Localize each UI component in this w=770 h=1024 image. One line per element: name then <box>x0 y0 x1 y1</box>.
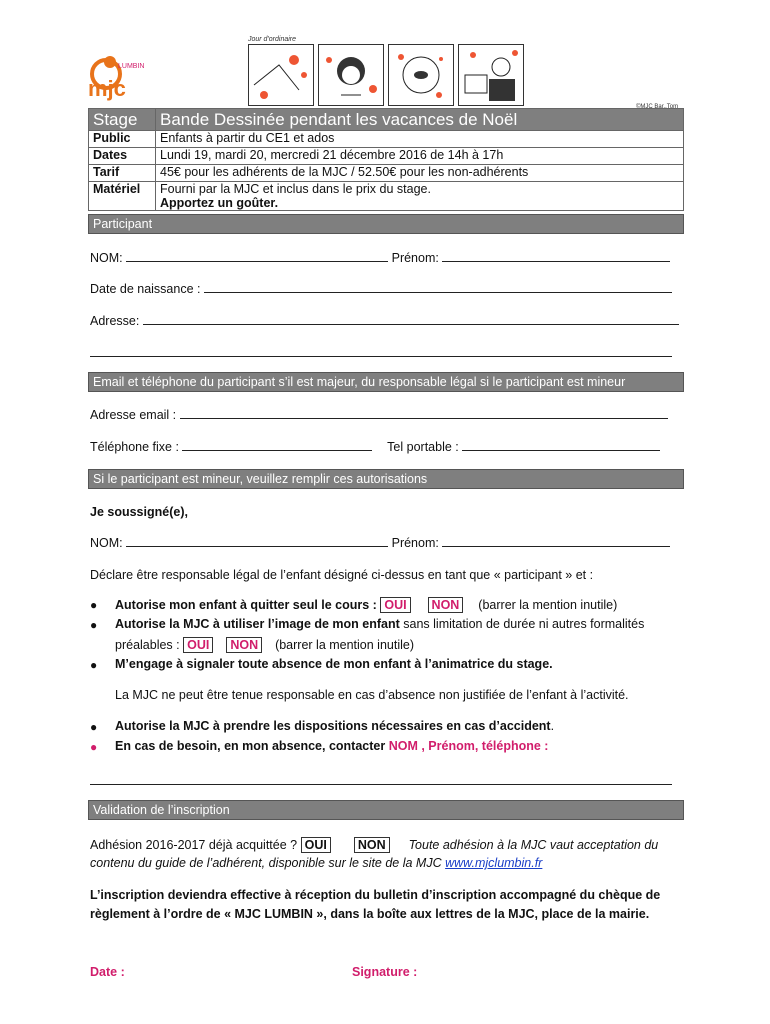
contact-pink: NOM , Prénom, téléphone : <box>388 739 549 753</box>
comic-credit: ©MJC Bar..Tom <box>636 104 679 110</box>
contact-text: En cas de besoin, en mon absence, contacter <box>115 739 386 753</box>
non-option[interactable]: NON <box>354 837 390 853</box>
stage-value: Lundi 19, mardi 20, mercredi 21 décembre 2016 de 14h à 17h <box>156 148 684 165</box>
signature-label: Signature : <box>352 965 418 979</box>
bullet-icon: ● <box>90 618 98 632</box>
mention-text: (barrer la mention inutile) <box>275 638 415 652</box>
soussigne: Je soussigné(e), <box>90 505 188 519</box>
nom-input[interactable] <box>126 250 388 262</box>
contact-line <box>90 773 672 788</box>
comic-panel-1 <box>248 44 314 106</box>
adresse-row-2 <box>90 345 672 360</box>
section-autorisations: Si le participant est mineur, veuillez remplir ces autorisations <box>88 469 684 489</box>
prealables-text: préalables : <box>115 638 180 652</box>
oui-option[interactable]: OUI <box>183 637 213 653</box>
adresse-input[interactable] <box>143 313 679 325</box>
autorise-quitter-row <box>115 597 617 613</box>
stage-label: Stage <box>89 109 156 131</box>
adhesion-italic-1: Toute adhésion à la MJC vaut acceptation du <box>408 838 659 852</box>
email-row <box>90 407 668 422</box>
adhesion-text: Adhésion 2016-2017 déjà acquittée ? <box>90 838 298 852</box>
stage-key: Tarif <box>89 165 156 182</box>
stage-title: Bande Dessinée pendant les vacances de Noël <box>156 109 684 131</box>
adhesion-italic-row <box>90 856 542 870</box>
declare-text: Déclare être responsable légal de l’enfant désigné ci-dessus en tant que « participant » et : <box>90 568 594 582</box>
autorise-image-rest: sans limitation de durée ni autres formalités <box>399 617 645 631</box>
stage-row-tarif <box>89 165 684 182</box>
oui-option[interactable]: OUI <box>380 597 410 613</box>
adresse-label: Adresse: <box>90 314 140 328</box>
stage-value: 45€ pour les adhérents de la MJC / 52.50€ pour les non-adhérents <box>156 165 684 182</box>
naissance-label: Date de naissance : <box>90 282 201 296</box>
email-label: Adresse email : <box>90 408 177 422</box>
accident-end: . <box>550 719 555 733</box>
adresse-row <box>90 313 679 328</box>
adresse-input-2[interactable] <box>90 345 672 357</box>
tel-portable-label: Tel portable : <box>387 440 459 454</box>
comic-caption: Jour d'ordinaire <box>248 36 297 43</box>
prenom-input-2[interactable] <box>442 535 670 547</box>
nom-label: NOM: <box>90 251 123 265</box>
tel-fixe-label: Téléphone fixe : <box>90 440 179 454</box>
stage-key: Matériel <box>89 182 156 211</box>
bullet-icon: ● <box>90 720 98 734</box>
oui-option[interactable]: OUI <box>301 837 331 853</box>
prenom-label: Prénom: <box>391 251 439 265</box>
section-participant: Participant <box>88 214 684 234</box>
materiel-text: Fourni par la MJC et inclus dans le prix du stage. <box>160 182 431 196</box>
non-option[interactable]: NON <box>226 637 262 653</box>
autorise-quitter-text: Autorise mon enfant à quitter seul le cours : <box>115 598 377 612</box>
comic-panel-3 <box>388 44 454 106</box>
mjc-website-link[interactable]: www.mjclumbin.fr <box>445 856 543 870</box>
nom-row <box>90 250 670 265</box>
logo-text: mjc <box>88 76 126 101</box>
engage-text: M’engage à signaler toute absence de mon enfant à l’animatrice du stage. <box>115 657 553 671</box>
adhesion-row <box>90 837 658 853</box>
autorise-image-text: Autorise la MJC à utiliser l’image de mon enfant <box>115 617 400 631</box>
stage-key: Dates <box>89 148 156 165</box>
stage-value <box>156 182 684 211</box>
date-label: Date : <box>90 965 125 979</box>
effective-text-2: règlement à l’ordre de « MJC LUMBIN », dans la boîte aux lettres de la MJC, place de la mairie. <box>90 907 650 921</box>
stage-row-public <box>89 131 684 148</box>
bullet-icon: ● <box>90 740 98 754</box>
naissance-row <box>90 281 672 296</box>
section-contact: Email et téléphone du participant s’il est majeur, du responsable légal si le participant est mineur <box>88 372 684 392</box>
mjc-logo <box>80 38 150 108</box>
apportez-gouter: Apportez un goûter. <box>160 196 279 210</box>
contact-input[interactable] <box>90 773 672 785</box>
prenom-label: Prénom: <box>391 536 439 550</box>
comic-panel-2 <box>318 44 384 106</box>
contact-row <box>115 739 548 753</box>
email-input[interactable] <box>180 407 668 419</box>
stage-row-dates <box>89 148 684 165</box>
adhesion-italic-2: contenu du guide de l’adhérent, disponible sur le site de la MJC <box>90 856 442 870</box>
non-option[interactable]: NON <box>428 597 464 613</box>
stage-key: Public <box>89 131 156 148</box>
bullet-icon: ● <box>90 598 98 612</box>
nom-row-2 <box>90 535 670 550</box>
comic-strip <box>248 44 668 108</box>
prenom-input[interactable] <box>442 250 670 262</box>
nom-label: NOM: <box>90 536 123 550</box>
accident-text: Autorise la MJC à prendre les dispositions nécessaires en cas d’accident <box>115 719 551 733</box>
prealables-row <box>115 637 414 653</box>
comic-panel-4 <box>458 44 524 106</box>
logo-subtext: LUMBIN <box>118 63 145 70</box>
note-text: La MJC ne peut être tenue responsable en cas d’absence non justifiée de l’enfant à l’activité. <box>115 688 629 702</box>
tel-fixe-input[interactable] <box>182 439 372 451</box>
autorise-image-row <box>115 617 644 631</box>
section-validation: Validation de l’inscription <box>88 800 684 820</box>
mention-text: (barrer la mention inutile) <box>478 598 618 612</box>
stage-row-materiel <box>89 182 684 211</box>
effective-text-1: L’inscription deviendra effective à réception du bulletin d’inscription accompagné du chèque de <box>90 888 661 902</box>
bullet-icon: ● <box>90 658 98 672</box>
stage-value: Enfants à partir du CE1 et ados <box>156 131 684 148</box>
tel-portable-input[interactable] <box>462 439 660 451</box>
accident-row <box>115 719 554 733</box>
nom-input-2[interactable] <box>126 535 388 547</box>
naissance-input[interactable] <box>204 281 672 293</box>
telephone-row <box>90 439 660 454</box>
stage-table <box>88 108 684 211</box>
